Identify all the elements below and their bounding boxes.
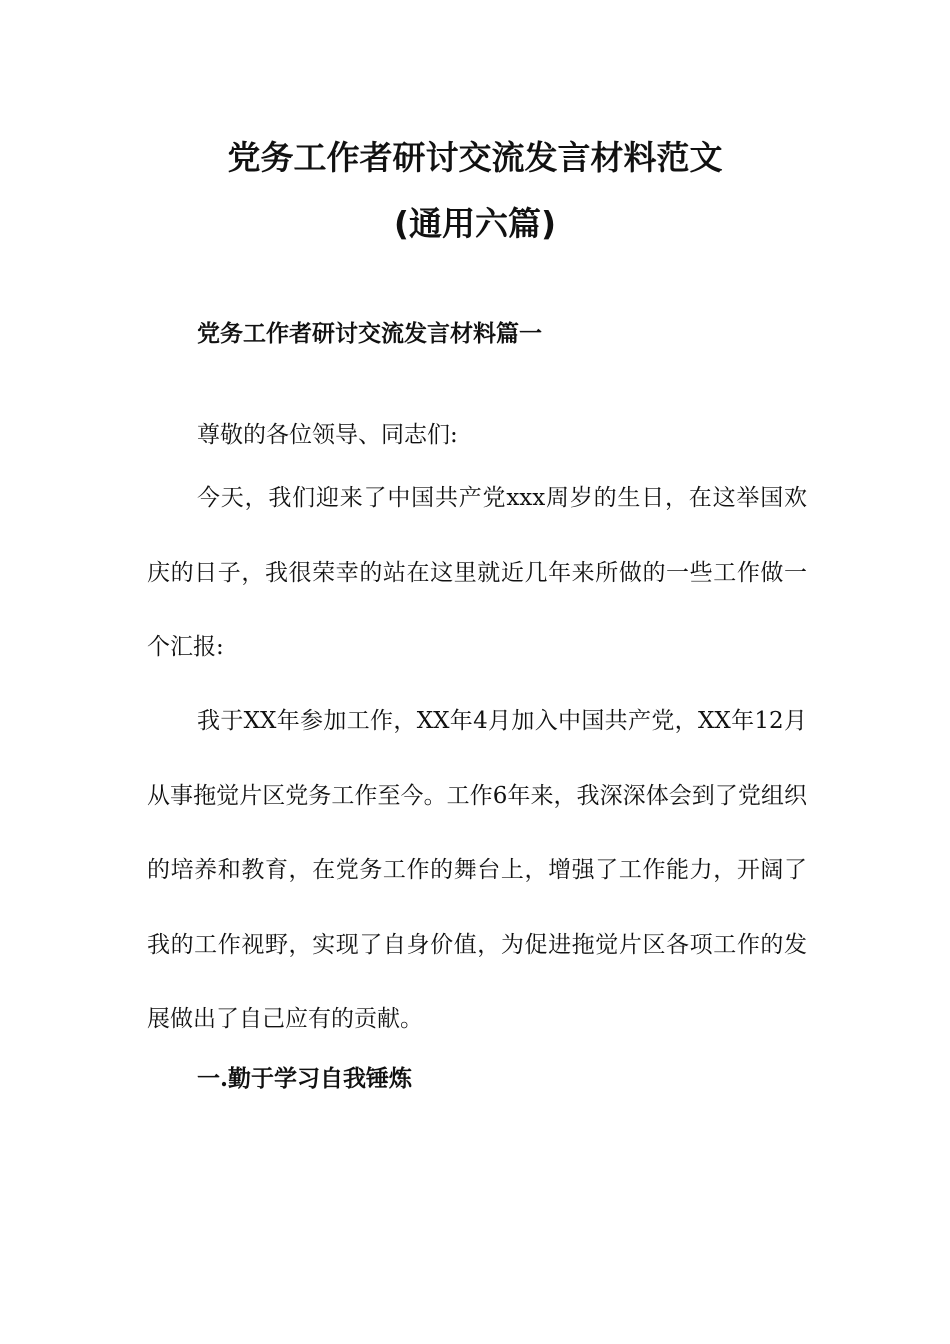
greeting-paragraph: 尊敬的各位领导、同志们: [197,422,458,448]
section-heading: 党务工作者研讨交流发言材料篇一 [197,320,542,347]
document-subtitle: (通用六篇) [393,204,557,243]
body-paragraph-2: 我于XX年参加工作，XX年4月加入中国共产党，XX年12月从事拖觉片区党务工作至今。工作6年来，我深深体会到了党组织的培养和教育，在党务工作的舞台上，增强了工作能力，开阔了我的工作视野，实现了自身价值，为促进拖觉片区各项工作的发展做出了自己应有的贡献。 [147,708,807,1032]
document-title: 党务工作者研讨交流发言材料范文 [227,138,723,177]
body-paragraph-1: 今天，我们迎来了中国共产党xxx周岁的生日，在这举国欢庆的日子，我很荣幸的站在这里就近几年来所做的一些工作做一个汇报: [147,485,807,660]
subheading: 一.勤于学习自我锤炼 [197,1065,413,1092]
